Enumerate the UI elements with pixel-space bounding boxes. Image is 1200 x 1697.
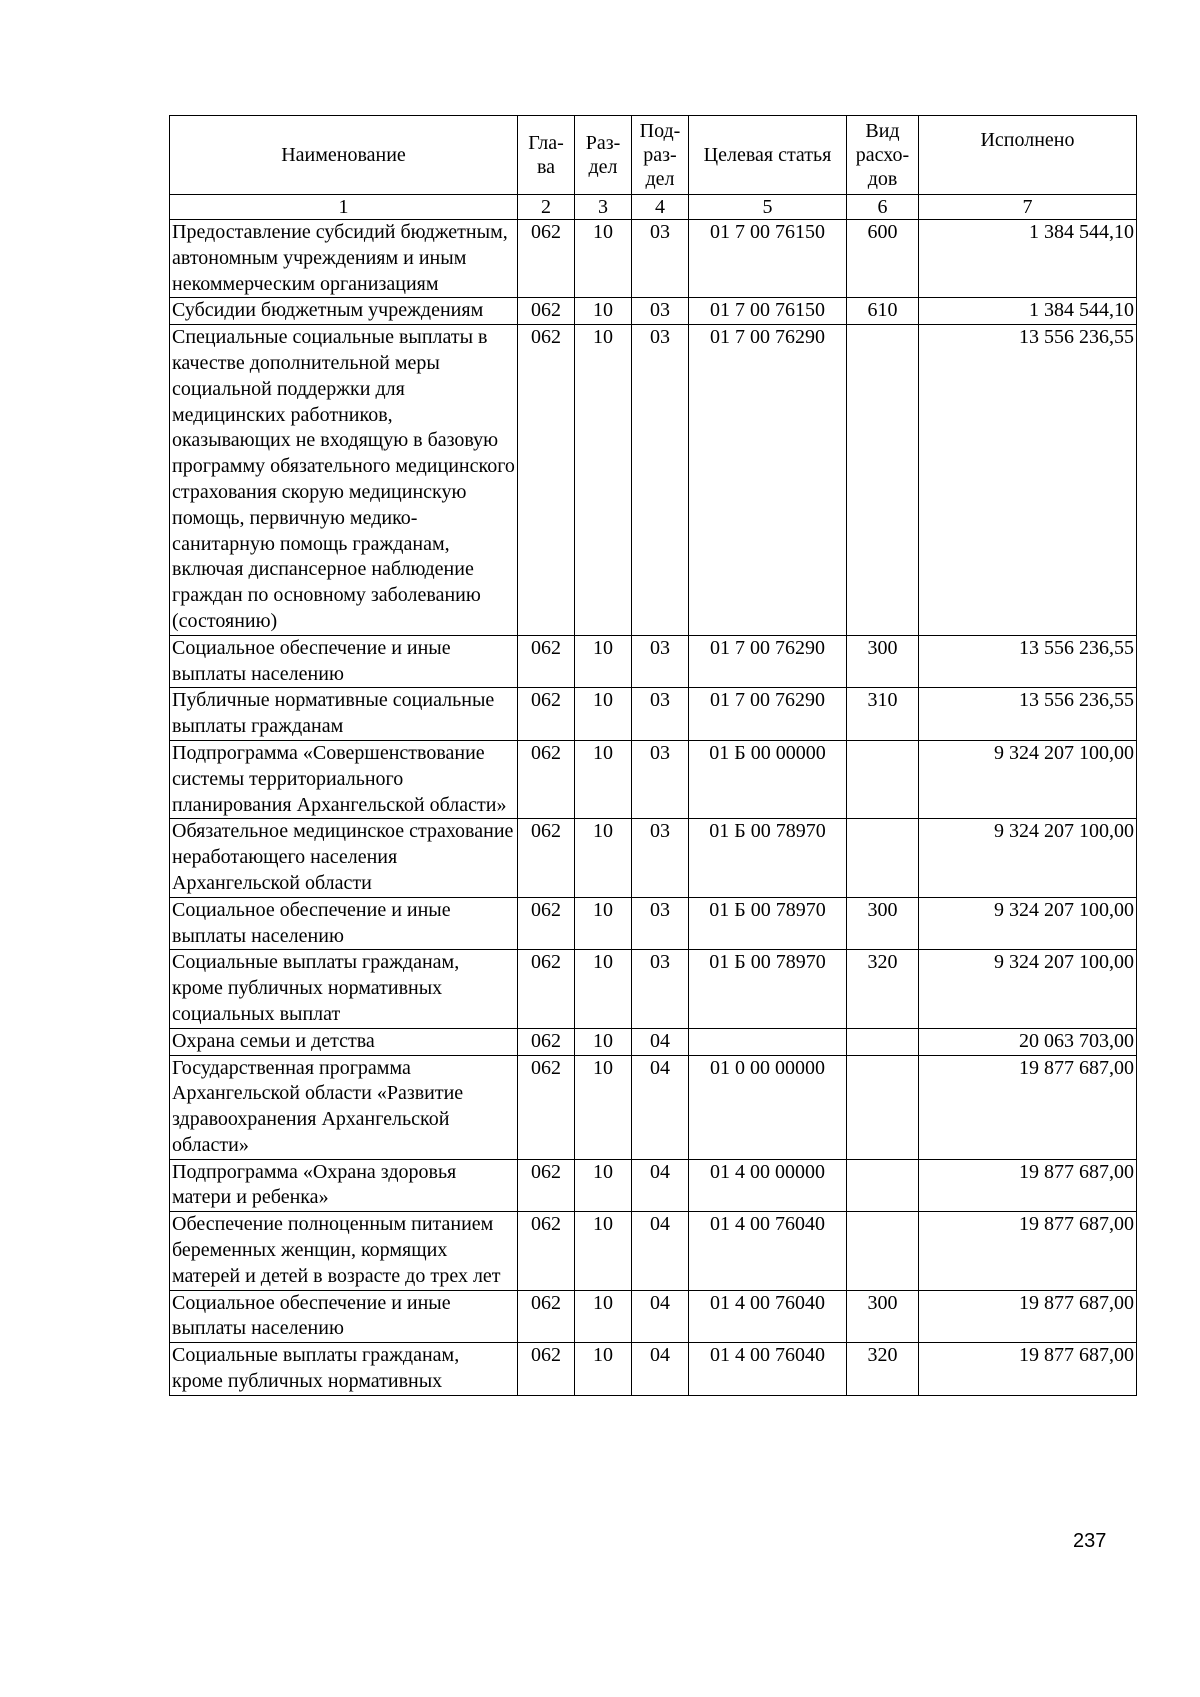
row-target: 01 7 00 76290 (689, 325, 847, 636)
row-name: Специальные социальные выплаты в качестве дополнительной меры социальной поддержки для медицинских работников, оказывающих не входящую в базовую программу обязательного медицинского страхования скорую медицинскую помощь, первичную медико-санитарную помощь гражданам, включая диспансерное наблюдение граждан по основному заболеванию (состоянию) (170, 325, 518, 636)
row-executed-amount: 19 877 687,00 (919, 1343, 1137, 1396)
row-executed-amount: 1 384 544,10 (919, 220, 1137, 298)
row-name: Социальное обеспечение и иные выплаты населению (170, 635, 518, 688)
column-number-row (170, 195, 1137, 220)
row-subsection: 03 (632, 325, 689, 636)
table-row (170, 1290, 1137, 1343)
header-section: Раз- дел (575, 116, 632, 195)
row-expense-type: 610 (847, 298, 919, 325)
row-section: 10 (575, 1290, 632, 1343)
column-number: 6 (847, 195, 919, 220)
row-subsection: 03 (632, 897, 689, 950)
table-row (170, 325, 1137, 636)
row-expense-type (847, 325, 919, 636)
row-chapter: 062 (518, 635, 575, 688)
row-chapter: 062 (518, 740, 575, 818)
row-chapter: 062 (518, 897, 575, 950)
row-subsection: 03 (632, 740, 689, 818)
table-row (170, 897, 1137, 950)
row-subsection: 03 (632, 688, 689, 741)
table-row (170, 1212, 1137, 1290)
table-row (170, 1028, 1137, 1055)
row-name: Государственная программа Архангельской области «Развитие здравоохранения Архангельской области» (170, 1055, 518, 1159)
budget-execution-table (169, 115, 1137, 1396)
row-target (689, 1028, 847, 1055)
row-target: 01 7 00 76150 (689, 220, 847, 298)
row-name: Публичные нормативные социальные выплаты гражданам (170, 688, 518, 741)
row-section: 10 (575, 1028, 632, 1055)
row-executed-amount: 13 556 236,55 (919, 325, 1137, 636)
row-name: Социальные выплаты гражданам, кроме публичных нормативных социальных выплат (170, 950, 518, 1028)
page-number: 237 (1073, 1530, 1107, 1552)
header-row (170, 116, 1137, 195)
row-expense-type (847, 819, 919, 897)
row-executed-amount: 1 384 544,10 (919, 298, 1137, 325)
table-row (170, 220, 1137, 298)
row-subsection: 04 (632, 1159, 689, 1212)
row-subsection: 04 (632, 1290, 689, 1343)
row-chapter: 062 (518, 950, 575, 1028)
row-section: 10 (575, 950, 632, 1028)
row-chapter: 062 (518, 1055, 575, 1159)
row-expense-type: 320 (847, 950, 919, 1028)
row-section: 10 (575, 897, 632, 950)
row-name: Подпрограмма «Охрана здоровья матери и ребенка» (170, 1159, 518, 1212)
row-section: 10 (575, 819, 632, 897)
row-target: 01 7 00 76290 (689, 688, 847, 741)
row-section: 10 (575, 740, 632, 818)
row-target: 01 4 00 76040 (689, 1290, 847, 1343)
row-target: 01 4 00 76040 (689, 1212, 847, 1290)
row-name: Охрана семьи и детства (170, 1028, 518, 1055)
row-chapter: 062 (518, 1212, 575, 1290)
row-chapter: 062 (518, 819, 575, 897)
row-subsection: 04 (632, 1028, 689, 1055)
row-chapter: 062 (518, 325, 575, 636)
row-executed-amount: 9 324 207 100,00 (919, 897, 1137, 950)
row-subsection: 04 (632, 1343, 689, 1396)
row-subsection: 03 (632, 635, 689, 688)
row-section: 10 (575, 1159, 632, 1212)
header-subsection: Под- раз- дел (632, 116, 689, 195)
row-expense-type: 300 (847, 635, 919, 688)
row-chapter: 062 (518, 1343, 575, 1396)
column-number: 7 (919, 195, 1137, 220)
row-name: Обеспечение полноценным питанием беременных женщин, кормящих матерей и детей в возрасте до трех лет (170, 1212, 518, 1290)
row-target: 01 0 00 00000 (689, 1055, 847, 1159)
row-executed-amount: 9 324 207 100,00 (919, 819, 1137, 897)
table-row (170, 740, 1137, 818)
row-section: 10 (575, 220, 632, 298)
row-name: Предоставление субсидий бюджетным, автономным учреждениям и иным некоммерческим организациям (170, 220, 518, 298)
row-subsection: 03 (632, 819, 689, 897)
row-target: 01 Б 00 78970 (689, 897, 847, 950)
row-target: 01 4 00 76040 (689, 1343, 847, 1396)
table-row (170, 819, 1137, 897)
row-expense-type: 310 (847, 688, 919, 741)
row-section: 10 (575, 1055, 632, 1159)
row-executed-amount: 19 877 687,00 (919, 1290, 1137, 1343)
header-chapter: Гла- ва (518, 116, 575, 195)
row-executed-amount: 13 556 236,55 (919, 688, 1137, 741)
row-executed-amount: 19 877 687,00 (919, 1212, 1137, 1290)
row-expense-type (847, 1159, 919, 1212)
row-executed-amount: 19 877 687,00 (919, 1055, 1137, 1159)
row-chapter: 062 (518, 1290, 575, 1343)
row-chapter: 062 (518, 688, 575, 741)
row-target: 01 Б 00 00000 (689, 740, 847, 818)
row-expense-type: 600 (847, 220, 919, 298)
table-row (170, 1159, 1137, 1212)
row-subsection: 03 (632, 950, 689, 1028)
table-row (170, 298, 1137, 325)
column-number: 2 (518, 195, 575, 220)
column-number: 3 (575, 195, 632, 220)
row-name: Обязательное медицинское страхование неработающего населения Архангельской области (170, 819, 518, 897)
table-row (170, 688, 1137, 741)
row-expense-type: 300 (847, 897, 919, 950)
row-chapter: 062 (518, 1028, 575, 1055)
row-chapter: 062 (518, 220, 575, 298)
header-executed: Исполнено (919, 116, 1137, 195)
row-executed-amount: 13 556 236,55 (919, 635, 1137, 688)
row-target: 01 4 00 00000 (689, 1159, 847, 1212)
header-name: Наименование (170, 116, 518, 195)
header-target: Целевая статья (689, 116, 847, 195)
column-number: 4 (632, 195, 689, 220)
table-row (170, 1055, 1137, 1159)
row-section: 10 (575, 1343, 632, 1396)
row-executed-amount: 20 063 703,00 (919, 1028, 1137, 1055)
row-name: Субсидии бюджетным учреждениям (170, 298, 518, 325)
row-executed-amount: 19 877 687,00 (919, 1159, 1137, 1212)
row-expense-type (847, 1028, 919, 1055)
row-expense-type: 320 (847, 1343, 919, 1396)
row-name: Подпрограмма «Совершенствование системы территориального планирования Архангельской области» (170, 740, 518, 818)
row-target: 01 Б 00 78970 (689, 950, 847, 1028)
row-expense-type (847, 1212, 919, 1290)
column-number: 1 (170, 195, 518, 220)
row-chapter: 062 (518, 1159, 575, 1212)
table-row (170, 950, 1137, 1028)
row-subsection: 04 (632, 1212, 689, 1290)
row-subsection: 04 (632, 1055, 689, 1159)
row-expense-type (847, 1055, 919, 1159)
row-chapter: 062 (518, 298, 575, 325)
row-name: Социальное обеспечение и иные выплаты населению (170, 1290, 518, 1343)
row-executed-amount: 9 324 207 100,00 (919, 740, 1137, 818)
row-name: Социальное обеспечение и иные выплаты населению (170, 897, 518, 950)
row-expense-type (847, 740, 919, 818)
row-section: 10 (575, 635, 632, 688)
row-section: 10 (575, 298, 632, 325)
table-row (170, 1343, 1137, 1396)
row-target: 01 Б 00 78970 (689, 819, 847, 897)
row-expense-type: 300 (847, 1290, 919, 1343)
row-subsection: 03 (632, 298, 689, 325)
table-row (170, 635, 1137, 688)
row-section: 10 (575, 1212, 632, 1290)
row-subsection: 03 (632, 220, 689, 298)
row-target: 01 7 00 76290 (689, 635, 847, 688)
row-section: 10 (575, 325, 632, 636)
row-name: Социальные выплаты гражданам, кроме публичных нормативных (170, 1343, 518, 1396)
row-executed-amount: 9 324 207 100,00 (919, 950, 1137, 1028)
row-target: 01 7 00 76150 (689, 298, 847, 325)
header-expense-type: Вид расхо- дов (847, 116, 919, 195)
row-section: 10 (575, 688, 632, 741)
column-number: 5 (689, 195, 847, 220)
